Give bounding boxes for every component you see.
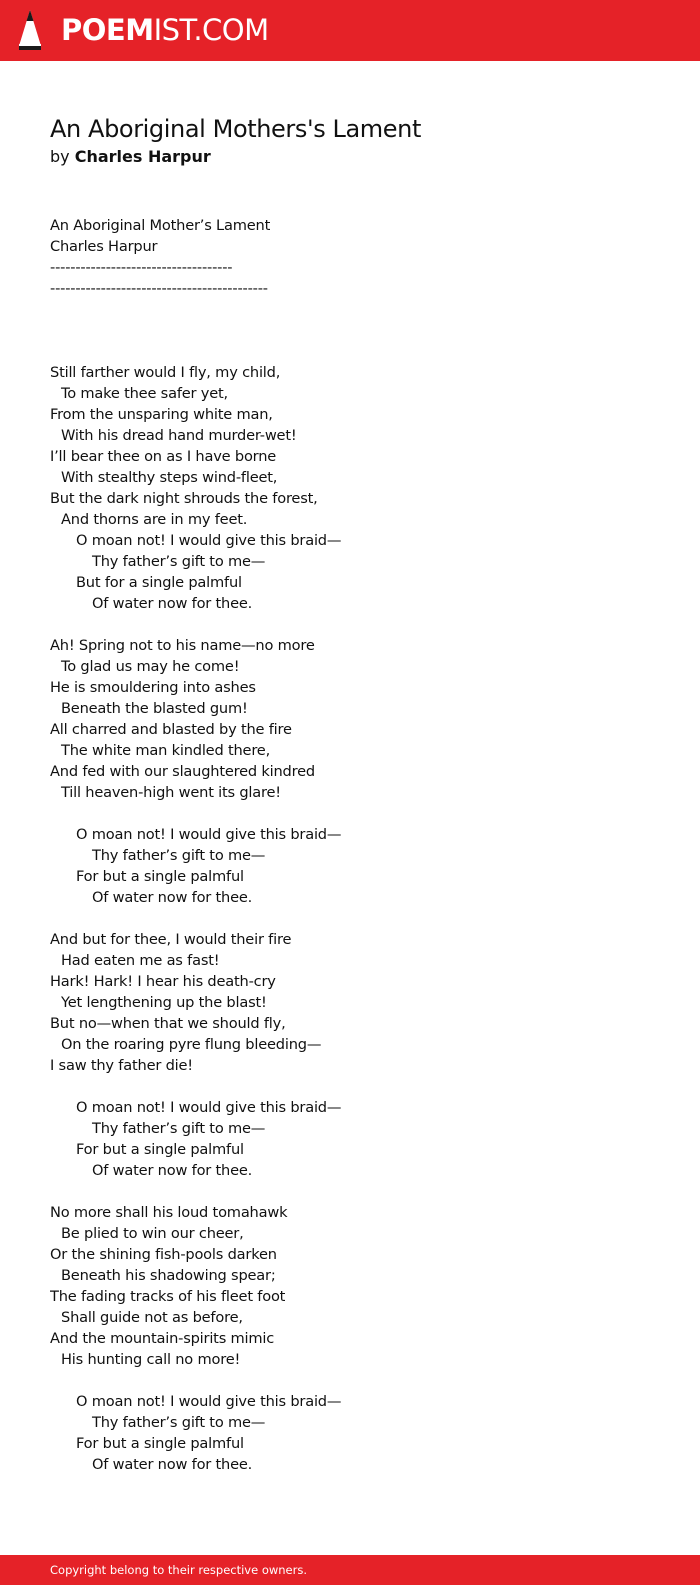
pencil-icon [16, 8, 44, 52]
poem-line [50, 908, 670, 929]
poem-line: On the roaring pyre flung bleeding— [61, 1036, 322, 1053]
poem-line: To glad us may he come! [61, 658, 240, 675]
poem-line: With stealthy steps wind-fleet, [61, 469, 278, 486]
poem-line: An Aboriginal Mother’s Lament [50, 217, 271, 234]
poem-line: Hark! Hark! I hear his death-cry [50, 973, 276, 990]
site-logo-link[interactable] [16, 8, 269, 52]
poem-line [50, 614, 670, 635]
poem-line: But the dark night shrouds the forest, [50, 490, 318, 507]
byline-prefix: by [50, 147, 70, 166]
poem-line [50, 1181, 670, 1202]
poem-line: But for a single palmful [76, 574, 242, 591]
poem-line: To make thee safer yet, [61, 385, 228, 402]
page-title: An Aboriginal Mothers's Lament [50, 115, 421, 143]
poem-line: Of water now for thee. [92, 595, 253, 612]
poem-line: O moan not! I would give this braid— [76, 826, 342, 843]
poem-line: From the unsparing white man, [50, 406, 273, 423]
poem-line: All charred and blasted by the fire [50, 721, 292, 738]
poem-line: For but a single palmful [76, 1141, 244, 1158]
copyright-text: Copyright belong to their respective owners. [50, 1563, 308, 1577]
poem-line: Thy father’s gift to me— [92, 553, 266, 570]
poem-line: ------------------------------------ [50, 259, 233, 276]
site-logo-text [61, 8, 269, 52]
poem-line: Shall guide not as before, [61, 1309, 243, 1326]
poem-line: With his dread hand murder-wet! [61, 427, 297, 444]
poem-line: But no—when that we should fly, [50, 1015, 286, 1032]
poem-line: No more shall his loud tomahawk [50, 1204, 288, 1221]
byline [50, 146, 670, 168]
poem-line [50, 341, 670, 362]
author-name: Charles Harpur [74, 147, 211, 166]
poem-line: The white man kindled there, [61, 742, 271, 759]
poem-line: Beneath his shadowing spear; [61, 1267, 276, 1284]
site-header [0, 0, 700, 61]
poem-line: And thorns are in my feet. [61, 511, 248, 528]
logo-bold-part: POEM [61, 13, 154, 47]
poem-line: His hunting call no more! [61, 1351, 241, 1368]
poem-line: O moan not! I would give this braid— [76, 1099, 342, 1116]
poem-line: Beneath the blasted gum! [61, 700, 248, 717]
poem-line: For but a single palmful [76, 1435, 244, 1452]
poem-line: Of water now for thee. [92, 1456, 253, 1473]
poem-line: Yet lengthening up the blast! [61, 994, 267, 1011]
logo-light-part: IST.COM [153, 13, 269, 47]
poem-line: The fading tracks of his fleet foot [50, 1288, 286, 1305]
poem-line [50, 320, 670, 341]
poem-line: Thy father’s gift to me— [92, 1414, 266, 1431]
poem-line: I’ll bear thee on as I have borne [50, 448, 277, 465]
poem-line: Of water now for thee. [92, 1162, 253, 1179]
poem-line: Be plied to win our cheer, [61, 1225, 244, 1242]
poem-line: Charles Harpur [50, 238, 158, 255]
poem-line: Ah! Spring not to his name—no more [50, 637, 315, 654]
site-footer [0, 1555, 700, 1585]
poem-line [50, 299, 670, 320]
poem-line: Still farther would I fly, my child, [50, 364, 281, 381]
poem-line: O moan not! I would give this braid— [76, 1393, 342, 1410]
poem-line: And but for thee, I would their fire [50, 931, 292, 948]
poem-line: And fed with our slaughtered kindred [50, 763, 315, 780]
poem-content [50, 112, 670, 1475]
poem-line: For but a single palmful [76, 868, 244, 885]
poem-line: Of water now for thee. [92, 889, 253, 906]
poem-line: Had eaten me as fast! [61, 952, 220, 969]
poem-line: O moan not! I would give this braid— [76, 532, 342, 549]
poem-line [50, 803, 670, 824]
poem-line: He is smouldering into ashes [50, 679, 256, 696]
poem-line: I saw thy father die! [50, 1057, 193, 1074]
poem-line: ------------------------------------------- [50, 280, 268, 297]
poem-line: Or the shining fish-pools darken [50, 1246, 277, 1263]
poem-line [50, 1076, 670, 1097]
poem-line: Till heaven-high went its glare! [61, 784, 281, 801]
poem-line [50, 1370, 670, 1391]
poem-line: Thy father’s gift to me— [92, 847, 266, 864]
poem-line: Thy father’s gift to me— [92, 1120, 266, 1137]
poem-body [50, 215, 670, 1475]
poem-line: And the mountain-spirits mimic [50, 1330, 275, 1347]
